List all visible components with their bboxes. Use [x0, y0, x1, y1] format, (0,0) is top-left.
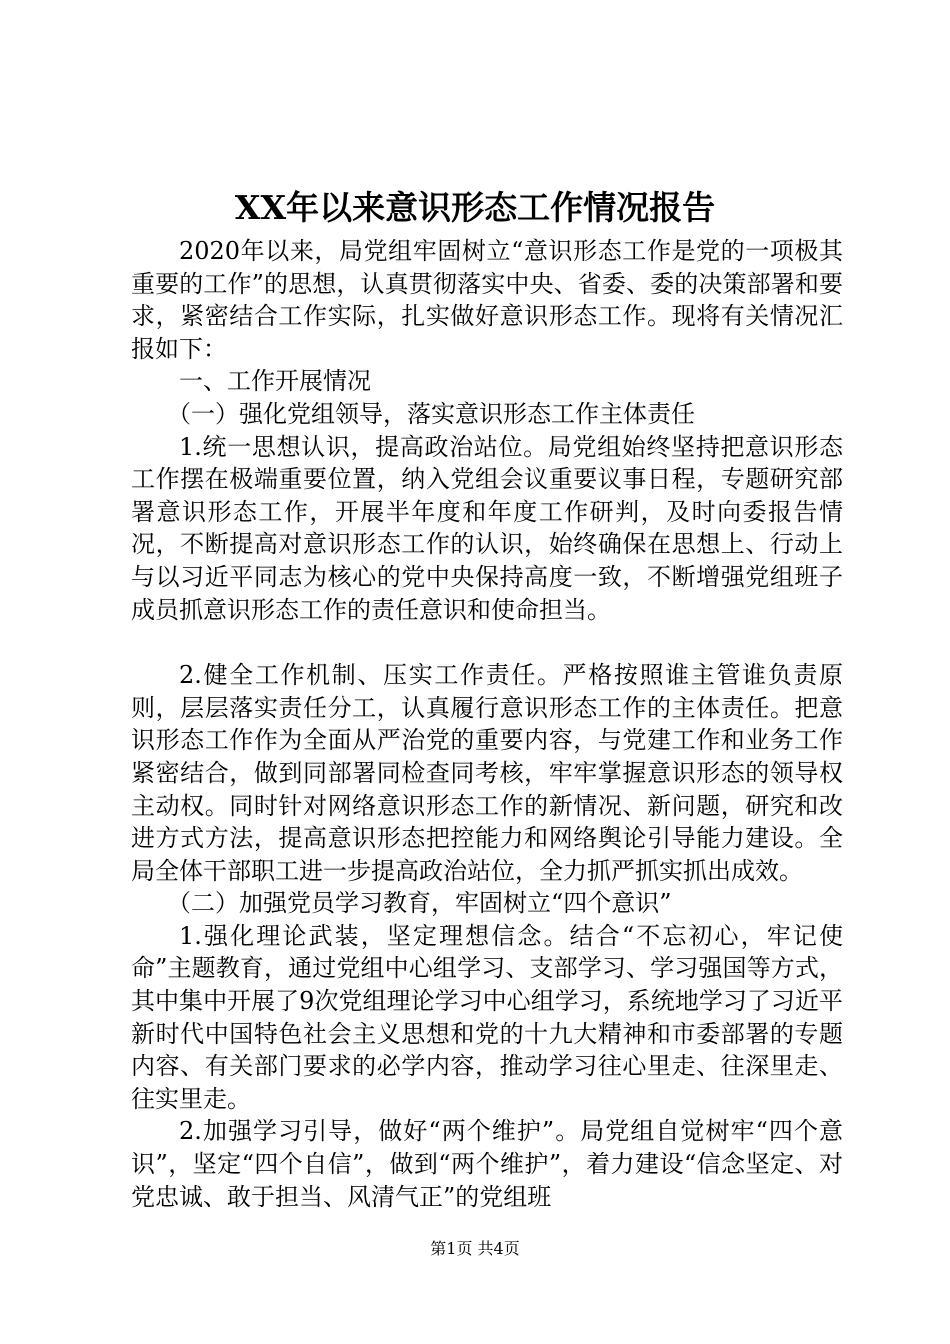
body-paragraph-2-1: 1.强化理论武装，坚定理想信念。结合“不忘初心，牢记使命”主题教育，通过党组中心组学习、支部学习、学习强国等方式，其中集中开展了9次党组理论学习中心组学习，系统地学习了习近平新时代中国特色社会主义思想和党的十九大精神和市委部署的专题内容、有关部门要求的必学内容，推动学习往心里走、往深里走、往实里走。	[131, 921, 843, 1113]
body-paragraph-2-2: 2.加强学习引导，做好“两个维护”。局党组自觉树牢“四个意识”，坚定“四个自信”，做到“两个维护”，着力建设“信念坚定、对党忠诚、敢于担当、风清气正”的党组班	[131, 1117, 843, 1211]
subsection-heading-1: （一）强化党组领导，落实意识形态工作主体责任	[167, 399, 695, 428]
body-paragraph-1-2: 2.健全工作机制、压实工作责任。严格按照谁主管谁负责原则，层层落实责任分工，认真履行意识形态工作的主体责任。把意识形态工作作为全面从严治党的重要内容，与党建工作和业务工作紧密结合，做到同部署同检查同考核，牢牢掌握意识形态的领导权主动权。同时针对网络意识形态工作的新情况、新问题，研究和改进方式方法，提高意识形态把控能力和网络舆论引导能力建设。全局全体干部职工进一步提高政治站位，全力抓严抓实抓出成效。	[131, 661, 843, 885]
body-paragraph-1-1: 1.统一思想认识，提高政治站位。局党组始终坚持把意识形态工作摆在极端重要位置，纳入党组会议重要议事日程，专题研究部署意识形态工作，开展半年度和年度工作研判，及时向委报告情况，不断提高对意识形态工作的认识，始终确保在思想上、行动上与以习近平同志为核心的党中央保持高度一致，不断增强党组班子成员抓意识形态工作的责任意识和使命担当。	[131, 432, 843, 624]
page-number-footer: 第1页 共4页	[430, 1239, 520, 1258]
intro-paragraph: 2020年以来，局党组牢固树立“意识形态工作是党的一项极其重要的工作”的思想，认真贯彻落实中央、省委、委的决策部署和要求，紧密结合工作实际，扎实做好意识形态工作。现将有关情况汇报如下：	[131, 237, 843, 363]
document-title: XX年以来意识形态工作情况报告	[234, 188, 716, 227]
document-body	[131, 235, 843, 1213]
section-heading-1: 一、工作开展情况	[179, 367, 371, 396]
subsection-heading-2: （二）加强党员学习教育，牢固树立“四个意识”	[167, 889, 672, 918]
